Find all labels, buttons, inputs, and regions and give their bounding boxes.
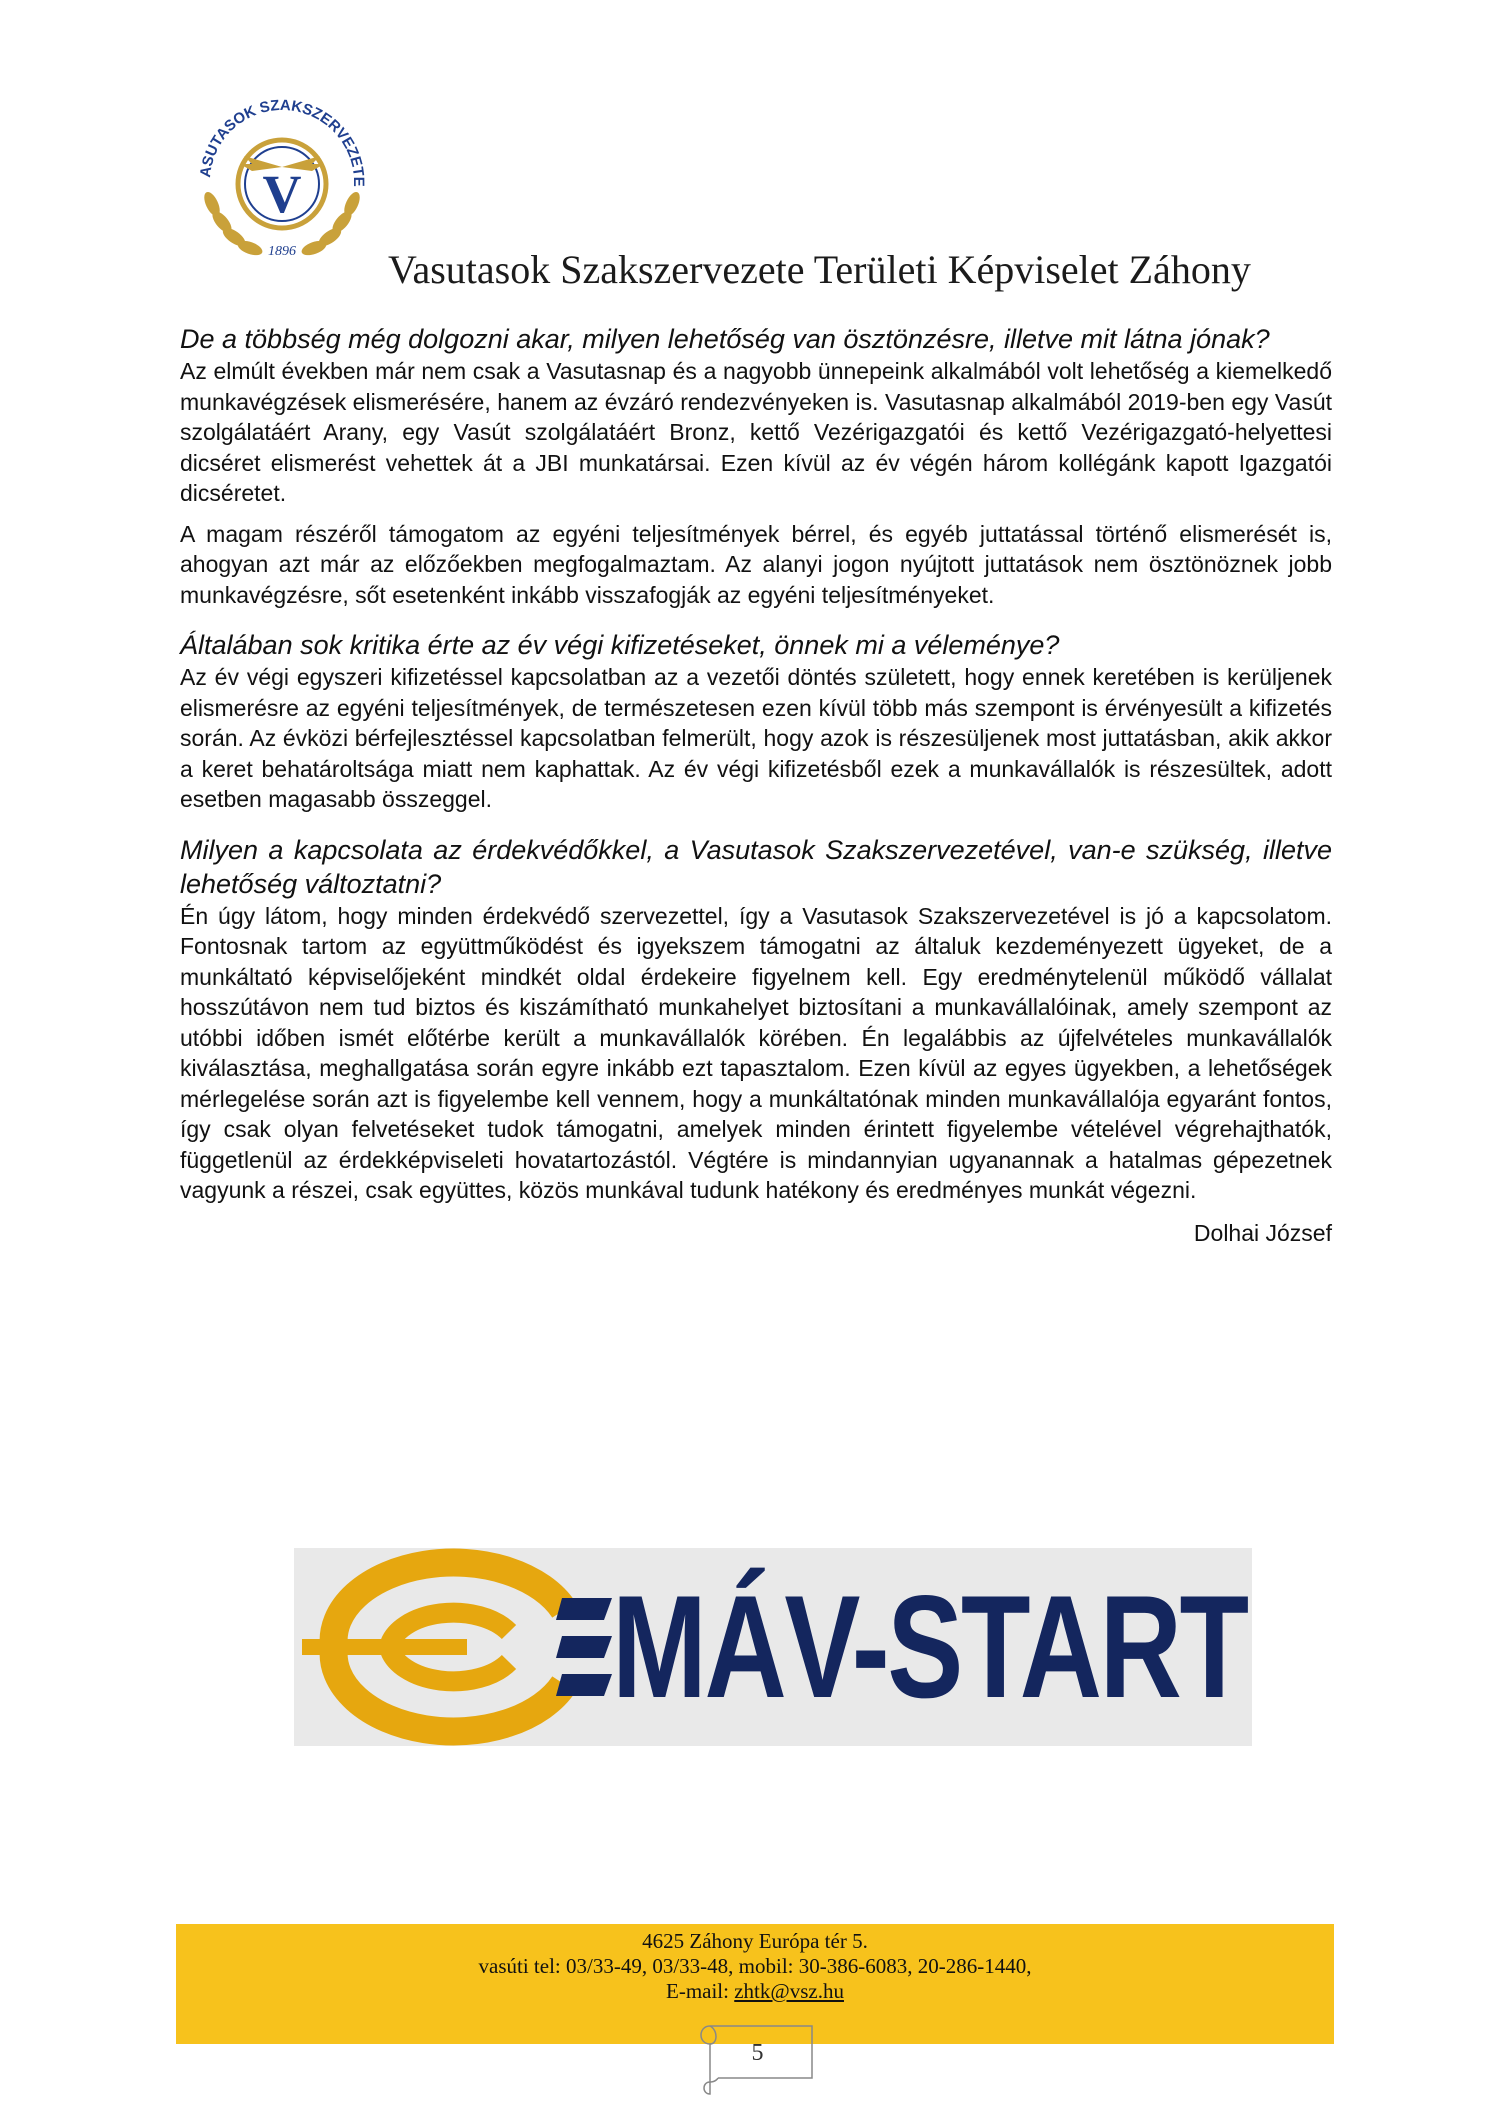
answer-3-paragraph-1: Én úgy látom, hogy minden érdekvédő szervezettel, így a Vasutasok Szakszervezetével is jó a kapcsolatom. Fontosnak tartom az együttműködést és igyekszem támogatni az általuk kezdeményezett ügyeket, de a munkáltató képviselőjeként mindkét oldal érdekeire figyelnem kell. Egy eredménytelenül működő vállalat hosszútávon nem tud biztos és kiszámítható munkahelyet biztosítani a munkavállalóinak, amely szempont az utóbbi időben ismét előtérbe került a munkavállalók körében. Én legalábbis az újfelvételes munkavállalók kiválasztása, meghallgatása során egyre inkább ezt tapasztalom. Ezen kívül az egyes ügyekben, a lehetőségek mérlegelése során azt is figyelembe kell vennem, hogy a munkáltatónak minden munkavállalója egyaránt fontos, így csak olyan felvetéseket tudok támogatni, amelyek minden érintett figyelembe vételével végrehajthatók, függetlenül az érdekképviseleti hovatartozástól. Végtére is mindannyian ugyanannak a hatalmas gépezetnek vagyunk a részei, csak együttes, közös munkával tudunk hatékony és eredményes munkát végezni.	[180, 902, 1332, 1203]
footer-email-line	[176, 1979, 1334, 2004]
page-number: 5	[751, 2040, 764, 2066]
union-logo-emblem	[182, 72, 382, 272]
page-number-scroll	[690, 2016, 825, 2100]
mav-start-banner	[294, 1548, 1252, 1746]
footer-address: 4625 Záhony Európa tér 5.	[642, 1929, 868, 1953]
logo-letter: V	[262, 164, 302, 224]
question-3: Milyen a kapcsolata az érdekvédőkkel, a Vasutasok Szakszervezetével, van-e szükség, illetve lehetőség változtatni?	[180, 834, 1332, 899]
question-1: De a többség még dolgozni akar, milyen lehetőség van ösztönzésre, illetve mit látna jónak?	[180, 324, 1270, 354]
mav-emblem-icon	[294, 1548, 624, 1746]
logo-arc-text: ASUTASOK SZAKSZERVEZETE	[197, 96, 368, 187]
question-2: Általában sok kritika érte az év végi kifizetéseket, önnek mi a véleménye?	[180, 630, 1060, 660]
mav-start-logo-text: MÁV-START	[612, 1565, 1247, 1728]
answer-2-paragraph-1: Az év végi egyszeri kifizetéssel kapcsolatban az a vezetői döntés született, hogy ennek keretében is kerüljenek elismerésre az egyéni teljesítmények, de természetesen ezen kívül több más szempont is érvényesült a kifizetés során. Az évközi bérfejlesztéssel kapcsolatban felmerült, hogy azok is részesüljenek most juttatásban, akik akkor a keret behatároltsága miatt nem kaphattak. Az év végi kifizetésből ezek a munkavállalók is részesültek, adott esetben magasabb összeggel.	[180, 664, 1332, 812]
answer-1-paragraph-2: A magam részéről támogatom az egyéni teljesítmények bérrel, és egyéb juttatással történő elismerését is, ahogyan azt már az előzőekben megfogalmaztam. Az alanyi jogon nyújtott juttatások nem ösztönöznek jobb munkavégzésre, sőt esetenként inkább visszafogják az egyéni teljesítményeket.	[180, 520, 1332, 608]
union-logo	[182, 72, 382, 272]
answer-1-paragraph-1: Az elmúlt években már nem csak a Vasutasnap és a nagyobb ünnepeink alkalmából volt lehetőség a kiemelkedő munkavégzések elismerésére, hanem az évzáró rendezvényeken is. Vasutasnap alkalmából 2019-ben egy Vasút szolgálatáért Arany, egy Vasút szolgálatáért Bronz, kettő Vezérigazgatói és kettő Vezérigazgató-helyettesi dicséret elismerést vehettek át a JBI munkatársai. Ezen kívül az év végén három kollégánk kapott Igazgatói dicséretet.	[180, 358, 1332, 506]
article-body	[180, 322, 1332, 1248]
footer-email-label: E-mail:	[666, 1979, 735, 2003]
page-title: Vasutasok Szakszervezete Területi Képviselet Záhony	[388, 247, 1251, 292]
footer-phones: vasúti tel: 03/33-49, 03/33-48, mobil: 30-386-6083, 20-286-1440,	[478, 1954, 1032, 1978]
signature: Dolhai József	[1193, 1219, 1332, 1246]
footer-email-link[interactable]: zhtk@vsz.hu	[734, 1979, 844, 2003]
logo-year: 1896	[268, 244, 296, 259]
